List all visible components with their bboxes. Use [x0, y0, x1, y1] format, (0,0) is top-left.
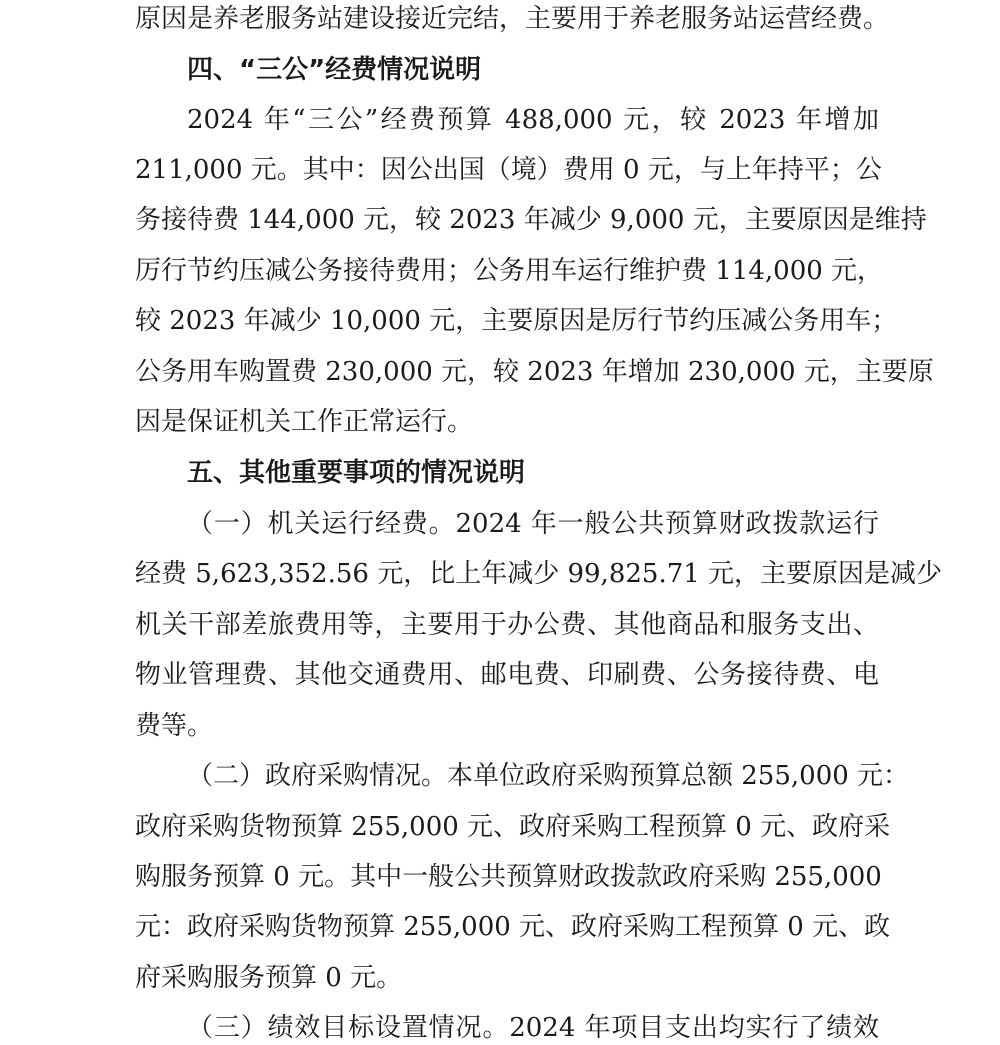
paragraph-line: 物业管理费、其他交通费用、邮电费、印刷费、公务接待费、电 [135, 660, 879, 690]
paragraph-line: 府采购服务预算 0 元。 [135, 963, 403, 993]
paragraph-line: 经费 5,623,352.56 元，比上年减少 99,825.71 元，主要原因是减少 [135, 559, 943, 589]
section-heading-four: 四、“三公”经费情况说明 [187, 55, 482, 85]
paragraph-line: 费等。 [135, 711, 214, 741]
paragraph-line: 政府采购货物预算 255,000 元、政府采购工程预算 0 元、政府采 [135, 812, 891, 842]
paragraph-line: 购服务预算 0 元。其中一般公共预算财政拨款政府采购 255,000 [135, 862, 882, 892]
section-heading-five: 五、其他重要事项的情况说明 [187, 458, 526, 488]
paragraph-line: 因是保证机关工作正常运行。 [135, 407, 474, 437]
paragraph-line: 元：政府采购货物预算 255,000 元、政府采购工程预算 0 元、政 [135, 912, 891, 942]
paragraph-line: 原因是养老服务站建设接近完结，主要用于养老服务站运营经费。 [135, 4, 890, 34]
paragraph-line: 务接待费 144,000 元，较 2023 年减少 9,000 元，主要原因是维持 [135, 205, 927, 235]
paragraph-line: 2024 年“三公”经费预算 488,000 元，较 2023 年增加 [187, 105, 879, 135]
paragraph-line: （三）绩效目标设置情况。2024 年项目支出均实行了绩效 [187, 1013, 879, 1043]
paragraph-line: 公务用车购置费 230,000 元，较 2023 年增加 230,000 元，主要原 [135, 357, 934, 387]
paragraph-line: 211,000 元。其中：因公出国（境）费用 0 元，与上年持平；公 [135, 155, 882, 185]
paragraph-line: 较 2023 年减少 10,000 元，主要原因是厉行节约压减公务用车； [135, 306, 898, 336]
paragraph-line: 机关干部差旅费用等，主要用于办公费、其他商品和服务支出、 [135, 610, 879, 640]
paragraph-line: 厉行节约压减公务接待费用；公务用车运行维护费 114,000 元， [135, 256, 884, 286]
paragraph-line: （二）政府采购情况。本单位政府采购预算总额 255,000 元： [187, 761, 910, 791]
paragraph-line: （一）机关运行经费。2024 年一般公共预算财政拨款运行 [187, 509, 879, 539]
